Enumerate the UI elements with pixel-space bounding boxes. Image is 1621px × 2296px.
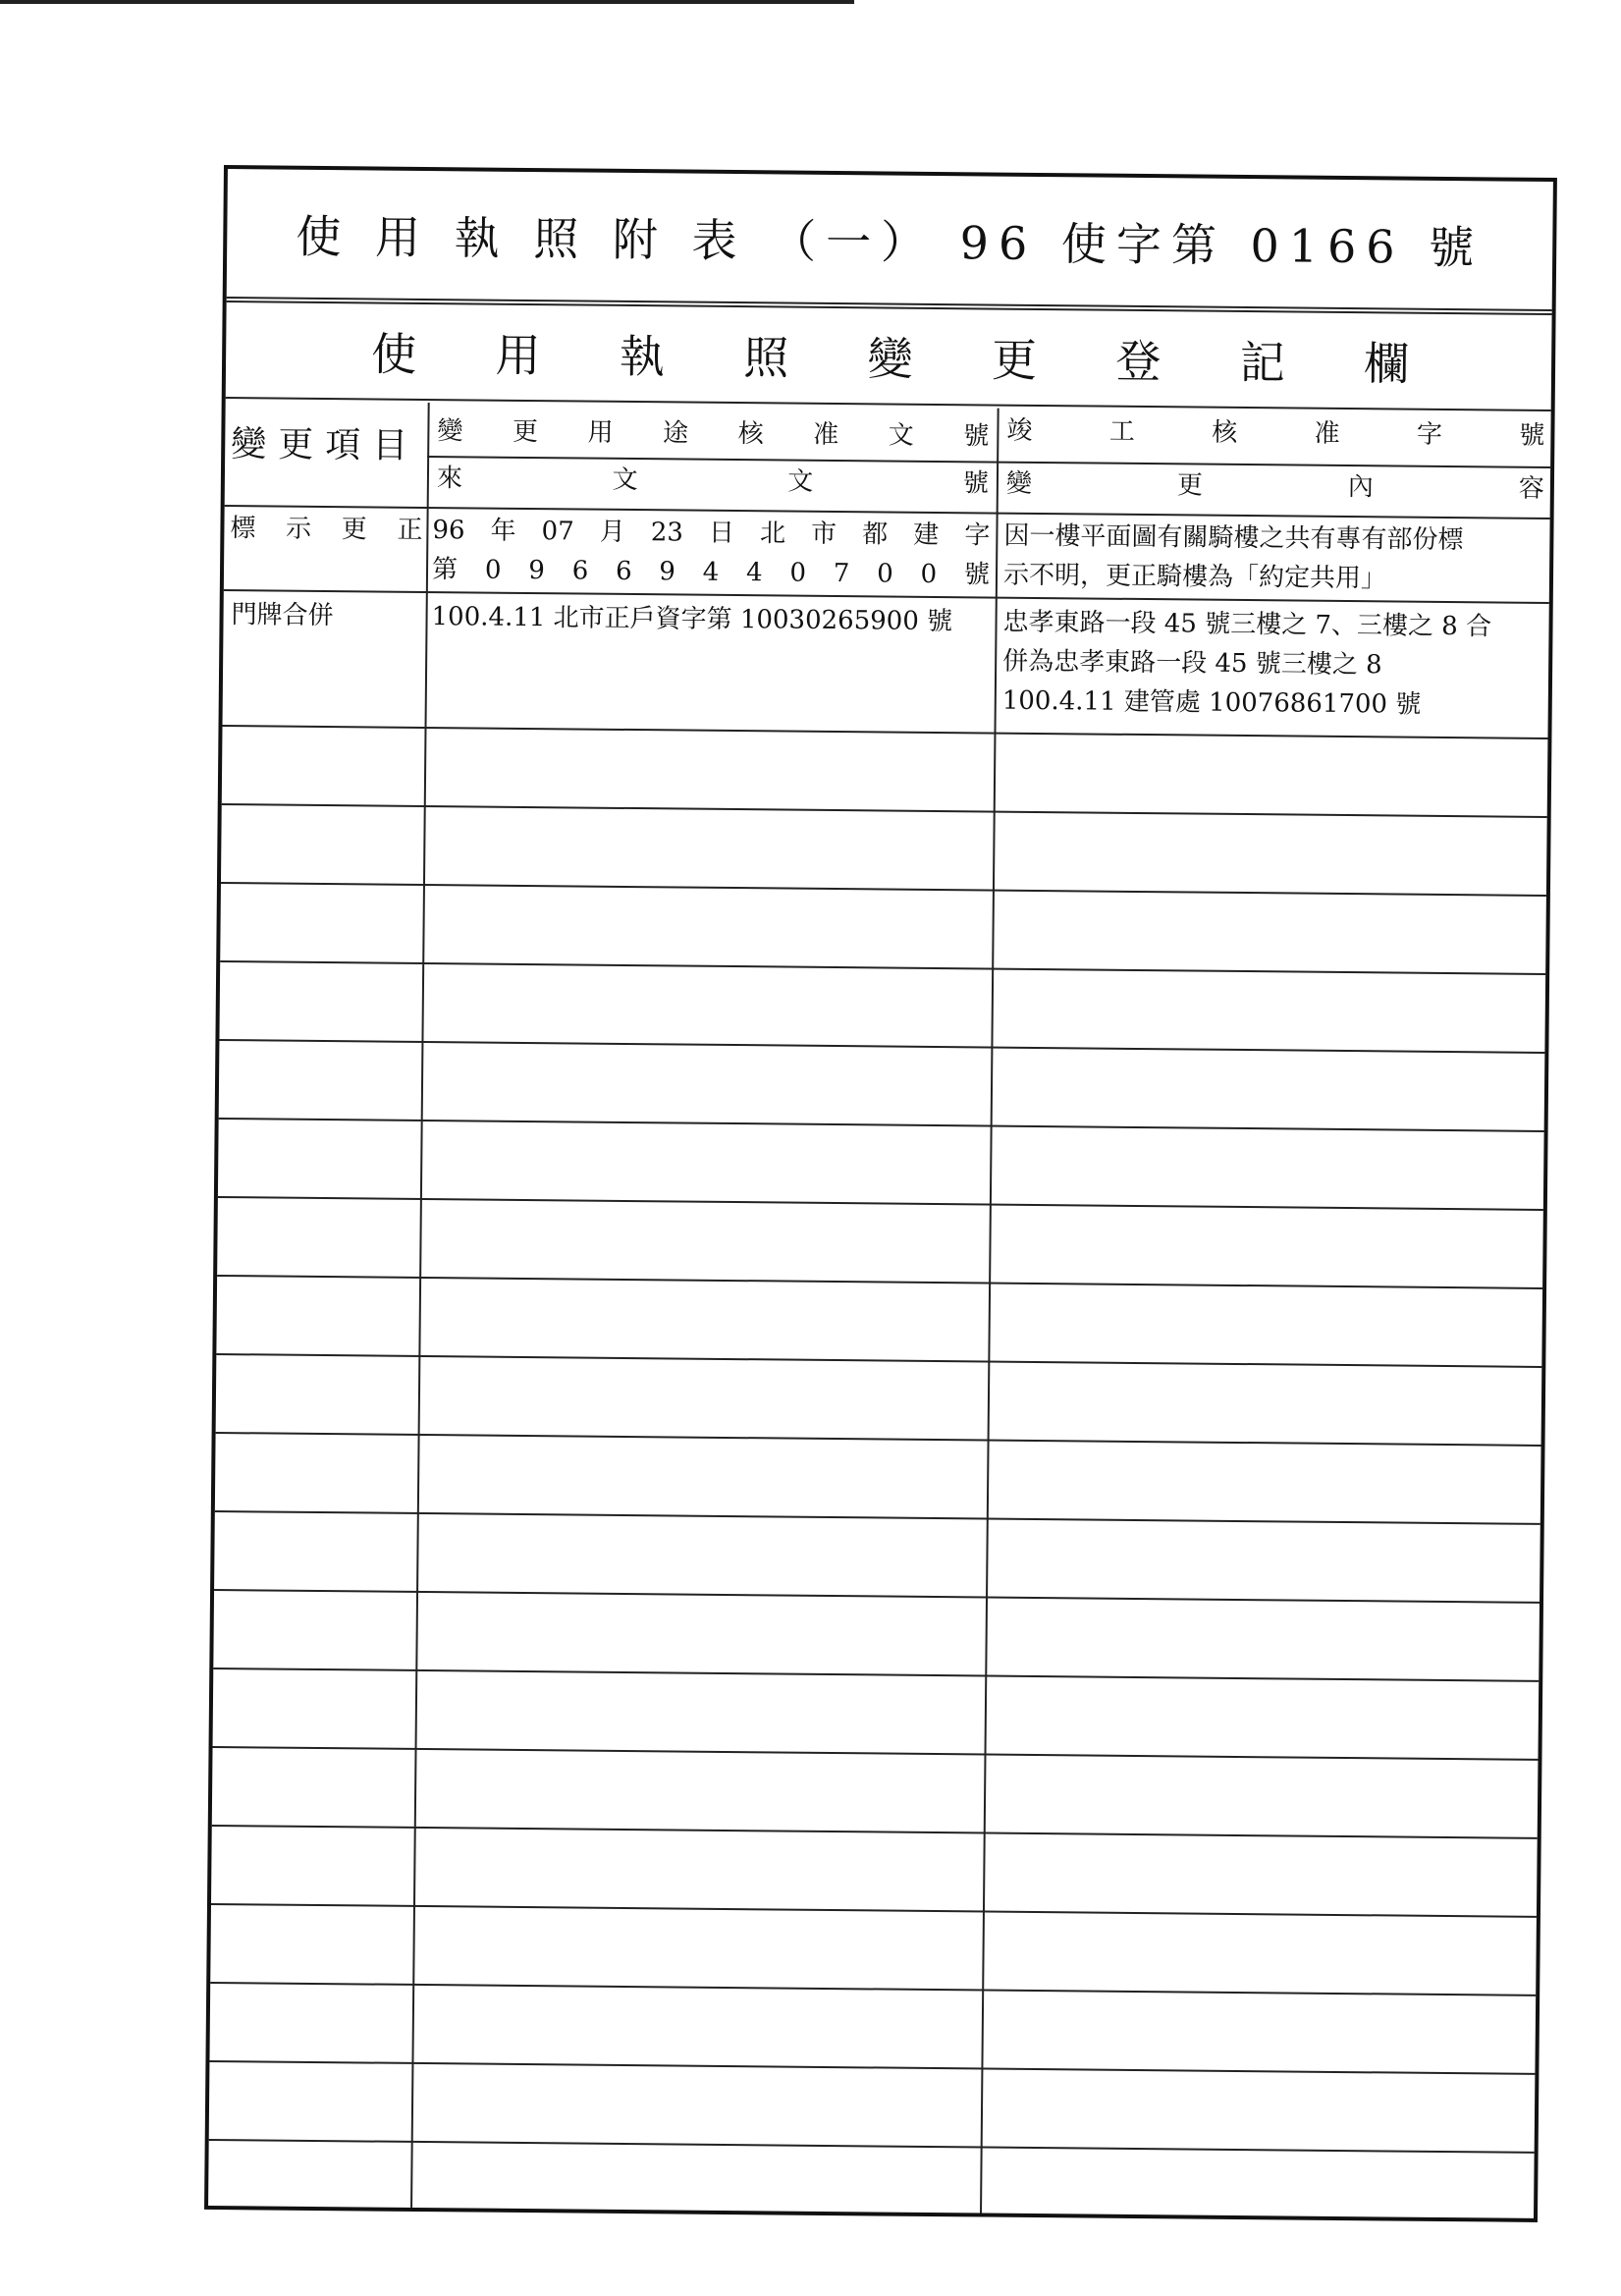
header-char: 途	[662, 418, 689, 449]
doc-char: 年	[490, 516, 516, 546]
row-divider	[219, 1118, 1544, 1132]
header-char: 文	[787, 466, 814, 497]
doc-char: 23	[650, 518, 684, 548]
doc-char: 北	[759, 519, 786, 549]
usage-permit-annex-form	[204, 165, 1557, 2222]
doc-char: 6	[615, 556, 632, 587]
doc-char: 9	[528, 555, 545, 586]
subtitle-char: 用	[495, 328, 541, 383]
header-char: 工	[1108, 416, 1135, 447]
row-divider	[216, 1432, 1541, 1447]
doc-char: 4	[702, 557, 720, 587]
change-registration-heading	[226, 301, 1552, 411]
row1-doc-line1	[432, 511, 990, 555]
row1-change-item	[230, 509, 422, 550]
row2-change-item: 門牌合併	[231, 600, 334, 631]
row-divider	[215, 1510, 1540, 1525]
row-divider	[222, 803, 1547, 818]
subtitle-char: 執	[619, 329, 666, 384]
doc-char: 9	[659, 557, 676, 587]
row-divider	[213, 1667, 1539, 1682]
form-title-band	[227, 169, 1553, 311]
header-incoming-doc-no	[437, 460, 989, 502]
header-change-item: 變更項目	[231, 424, 420, 466]
row-divider	[217, 1275, 1542, 1289]
doc-char: 7	[833, 558, 850, 589]
header-completion-approval-no	[1006, 412, 1544, 455]
row2-content-line2: 併為忠孝東路一段 45 號三樓之 8	[1002, 646, 1382, 681]
header-approval-doc-no	[437, 412, 989, 455]
header-char: 號	[962, 468, 990, 499]
item-char: 更	[341, 515, 367, 545]
row-divider	[220, 960, 1545, 975]
row2-doc-no: 100.4.11 北市正戶資字第 10030265900 號	[431, 602, 953, 637]
doc-char: 0	[920, 559, 938, 589]
row-divider	[209, 2060, 1535, 2075]
header-char: 准	[813, 419, 839, 451]
item-char: 正	[397, 515, 423, 545]
row-divider	[210, 1982, 1536, 1996]
header-char: 號	[963, 421, 990, 452]
doc-char: 0	[877, 559, 893, 589]
doc-char: 6	[571, 556, 589, 586]
item-char: 標	[230, 514, 256, 544]
row-divider	[216, 1353, 1541, 1368]
doc-char: 字	[964, 520, 991, 551]
doc-char: 都	[862, 519, 889, 550]
header-char: 准	[1314, 418, 1340, 449]
header-char: 變	[1005, 468, 1033, 499]
row1-doc-line2	[432, 550, 990, 594]
row-divider	[209, 2139, 1535, 2154]
row-divider	[221, 882, 1546, 897]
header-char: 核	[1212, 417, 1238, 448]
header-char: 文	[612, 465, 638, 496]
doc-char: 第	[431, 555, 459, 585]
row1-content-line1: 因一樓平面圖有關騎樓之共有專有部份標	[1003, 520, 1464, 556]
item-char: 示	[285, 514, 312, 544]
header-char: 內	[1347, 472, 1375, 503]
header-char: 字	[1416, 419, 1443, 450]
column-divider	[980, 409, 1000, 2214]
row2-content-line3: 100.4.11 建管處 10076861700 號	[1001, 685, 1422, 720]
doc-char: 建	[913, 519, 940, 551]
header-char: 號	[1519, 420, 1545, 451]
header-char: 核	[737, 419, 764, 450]
header-char: 文	[888, 420, 914, 451]
header-char: 竣	[1006, 415, 1033, 446]
row-divider	[211, 1903, 1537, 1918]
change-registration-table	[208, 401, 1551, 2218]
column-divider	[410, 403, 430, 2208]
subtitle-char: 變	[867, 332, 913, 386]
row-divider	[219, 1039, 1544, 1054]
doc-char: 日	[708, 518, 735, 549]
doc-char: 號	[963, 560, 991, 590]
header-char: 用	[587, 417, 614, 448]
row1-content-line2: 示不明，更正騎樓為「約定共用」	[1002, 560, 1387, 594]
doc-char: 96	[432, 516, 465, 546]
doc-char: 0	[484, 555, 502, 585]
subtitle-char: 登	[1115, 334, 1162, 389]
header-char: 變	[437, 416, 463, 447]
subtitle-char: 照	[743, 331, 789, 385]
subtitle-char: 記	[1239, 335, 1286, 390]
scan-edge-mark	[0, 0, 854, 4]
header-char: 更	[512, 416, 539, 448]
row-divider	[223, 725, 1548, 739]
header-char: 容	[1518, 473, 1545, 504]
subtitle-char: 使	[370, 327, 417, 381]
row-divider	[218, 1196, 1543, 1211]
doc-char: 市	[810, 519, 838, 550]
row-divider	[212, 1825, 1538, 1839]
doc-char: 月	[599, 517, 625, 547]
row-divider	[213, 1746, 1539, 1761]
subtitle-char: 更	[991, 333, 1038, 387]
subtitle-char: 欄	[1363, 337, 1410, 391]
header-char: 更	[1176, 470, 1204, 501]
header-change-content	[1006, 465, 1544, 508]
row2-content-line1: 忠孝東路一段 45 號三樓之 7、三樓之 8 合	[1002, 607, 1492, 642]
row-divider	[214, 1589, 1540, 1604]
header-char: 來	[436, 464, 463, 494]
doc-char: 4	[745, 558, 763, 588]
doc-char: 07	[541, 517, 574, 547]
doc-char: 0	[789, 558, 807, 588]
form-title: 使 用 執 照 附 表 （一） 96 使字第 0166 號	[296, 209, 1485, 275]
